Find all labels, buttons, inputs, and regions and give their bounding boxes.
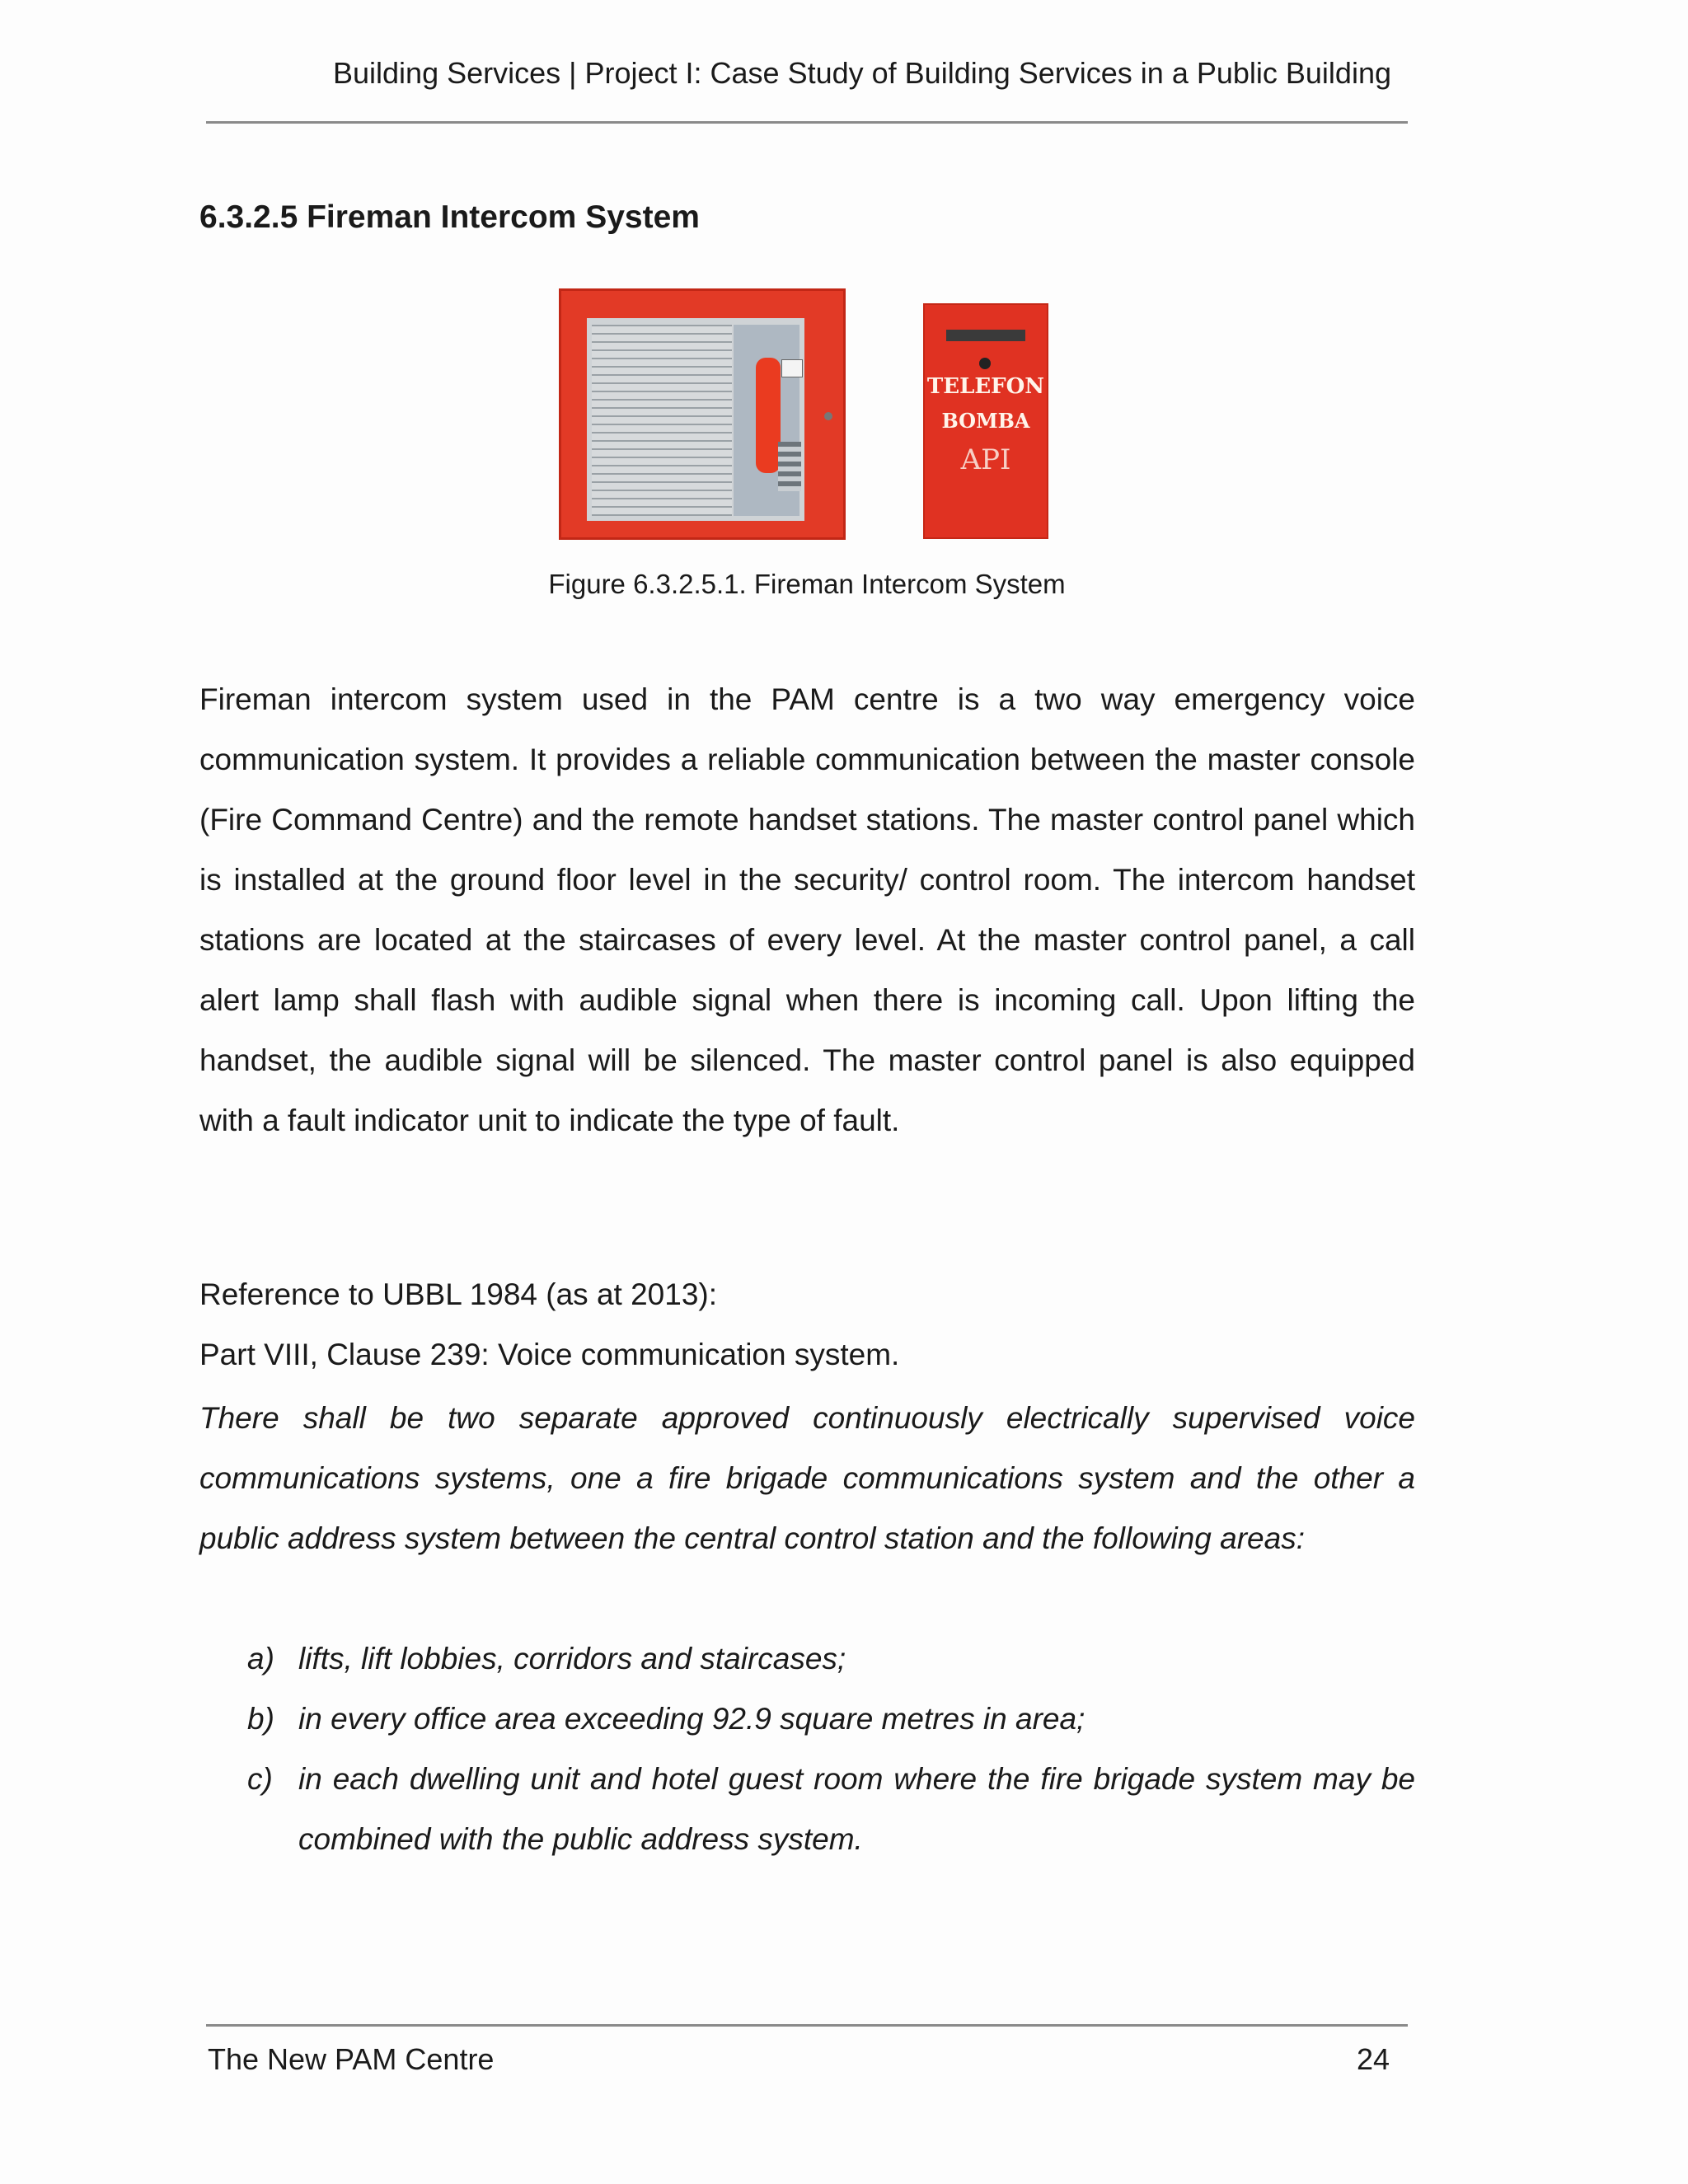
- clause-text: There shall be two separate approved continuously electrically supervised voice communications systems, one a fire brigade communications system and the other a public address system between the central control station and the following areas:: [199, 1401, 1415, 1555]
- box-label-bomba: BOMBA: [941, 409, 1030, 433]
- footer-title: The New PAM Centre: [208, 2042, 495, 2076]
- areas-list: [247, 1629, 1415, 1869]
- box-label-telefon: TELEFON: [926, 374, 1045, 399]
- figure-caption: Figure 6.3.2.5.1. Fireman Intercom System: [548, 569, 1066, 599]
- list-item: b) in every office area exceeding 92.9 square metres in area;: [247, 1702, 1085, 1736]
- page-header: Building Services | Project I: Case Study of Building Services in a Public Building: [333, 56, 1391, 90]
- page-number: 24: [1357, 2042, 1390, 2076]
- box-label-api: API: [960, 443, 1011, 476]
- header-divider: [206, 121, 1408, 124]
- section-title: 6.3.2.5 Fireman Intercom System: [199, 199, 700, 235]
- telefon-bomba-box-image: [923, 303, 1048, 539]
- reference-line: Reference to UBBL 1984 (as at 2013):: [199, 1277, 718, 1311]
- master-control-panel-image: [559, 288, 846, 540]
- clause-heading: Part VIII, Clause 239: Voice communication system.: [199, 1338, 900, 1371]
- list-item: c) in each dwelling unit and hotel guest room where the fire brigade system may be combined with the public address system.: [247, 1762, 1415, 1856]
- list-item: a) lifts, lift lobbies, corridors and staircases;: [247, 1642, 846, 1675]
- footer-divider: [206, 2024, 1408, 2027]
- body-paragraph: Fireman intercom system used in the PAM centre is a two way emergency voice communication system. It provides a reliable communication between the master console (Fire Command Centre) and the remote handset stations. The master control panel which is installed at the ground floor level in the security/ control room. The intercom handset stations are located at the staircases of every level. At the master control panel, a call alert lamp shall flash with audible signal when there is incoming call. Upon lifting the handset, the audible signal will be silenced. The master control panel is also equipped with a fault indicator unit to indicate the type of fault.: [199, 682, 1415, 1137]
